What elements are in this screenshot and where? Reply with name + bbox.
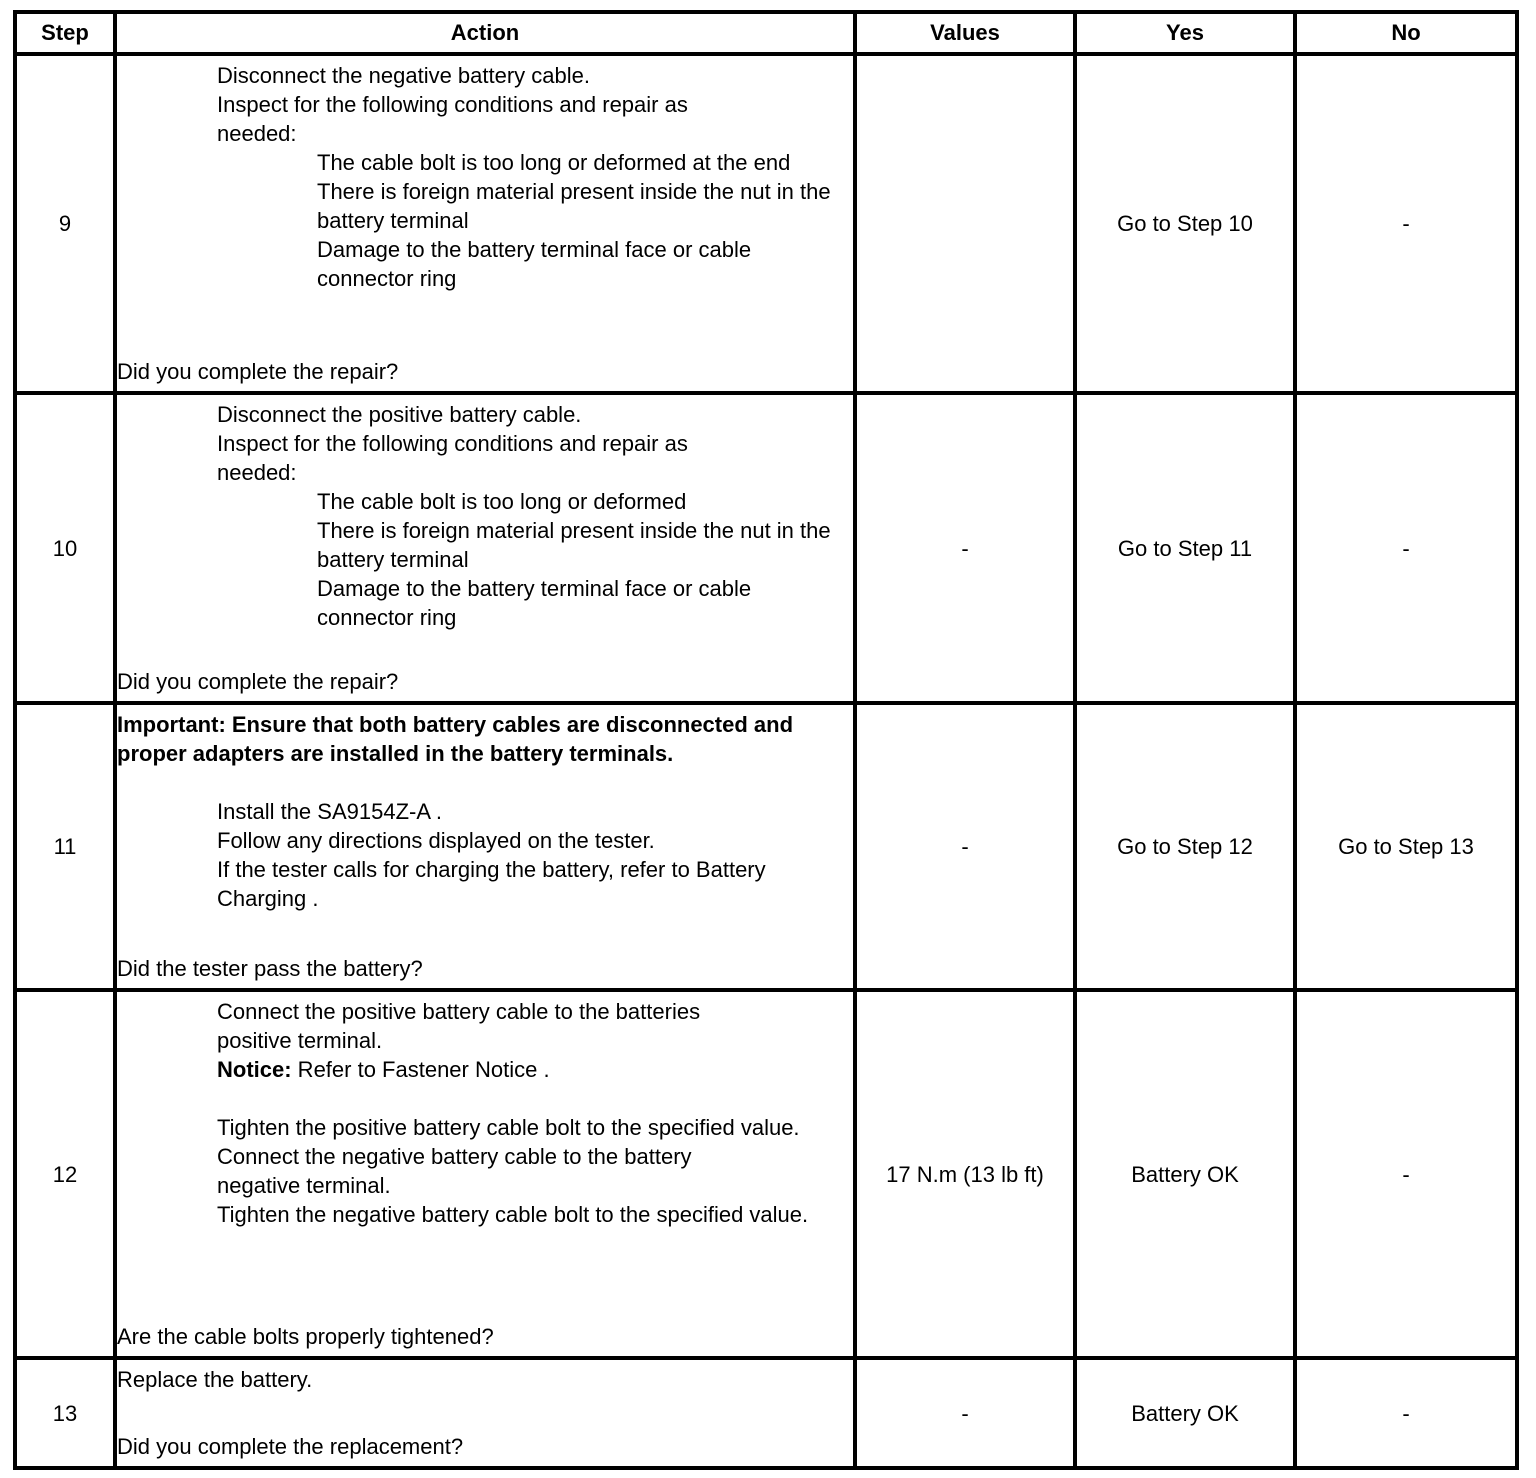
step-number: 11: [15, 703, 115, 990]
action-line: If the tester calls for charging the battery, refer to Battery Charging .: [217, 857, 766, 911]
action-line: Connect the positive battery cable to the batteries positive terminal.: [217, 999, 701, 1053]
diagnostic-procedure-table: [13, 10, 1519, 1470]
condition-line: Damage to the battery terminal face or cable connector ring: [317, 237, 752, 291]
condition-line: The cable bolt is too long or deformed at the end: [317, 150, 791, 175]
notice-line: [117, 1055, 853, 1084]
yes-cell: Go to Step 11: [1075, 393, 1295, 703]
step-number: 9: [15, 54, 115, 393]
action-question: Did you complete the repair?: [117, 669, 399, 694]
condition-line: Damage to the battery terminal face or cable connector ring: [317, 576, 752, 630]
action-question: Did you complete the replacement?: [117, 1434, 464, 1459]
action-cell: [115, 1358, 855, 1468]
action-line: Replace the battery.: [117, 1367, 313, 1392]
no-cell: -: [1295, 990, 1517, 1358]
table-row: [15, 393, 1517, 703]
no-cell: Go to Step 13: [1295, 703, 1517, 990]
action-line: Inspect for the following conditions and repair as needed:: [217, 431, 688, 485]
yes-cell: Go to Step 12: [1075, 703, 1295, 990]
yes-cell: Battery OK: [1075, 1358, 1295, 1468]
action-line: Follow any directions displayed on the tester.: [217, 828, 655, 853]
notice-label: Notice:: [217, 1057, 292, 1082]
no-cell: -: [1295, 1358, 1517, 1468]
values-cell: [855, 54, 1075, 393]
table-row: [15, 703, 1517, 990]
header-action: Action: [115, 12, 855, 54]
action-line: Inspect for the following conditions and repair as needed:: [217, 92, 688, 146]
important-note: Important: Ensure that both battery cables are disconnected and proper adapters are installed in the battery terminals.: [117, 712, 794, 766]
table-row: [15, 54, 1517, 393]
table-row: [15, 1358, 1517, 1468]
step-number: 13: [15, 1358, 115, 1468]
header-step: Step: [15, 12, 115, 54]
step-number: 10: [15, 393, 115, 703]
header-no: No: [1295, 12, 1517, 54]
step-number: 12: [15, 990, 115, 1358]
header-yes: Yes: [1075, 12, 1295, 54]
header-values: Values: [855, 12, 1075, 54]
action-question: Did the tester pass the battery?: [117, 956, 423, 981]
notice-text: Refer to Fastener Notice .: [291, 1057, 550, 1082]
spacer: [117, 1084, 853, 1113]
action-line: Tighten the positive battery cable bolt to the specified value.: [217, 1115, 800, 1140]
action-cell: [115, 990, 855, 1358]
action-line: Tighten the negative battery cable bolt to the specified value.: [217, 1202, 809, 1227]
table-row: [15, 990, 1517, 1358]
values-cell: -: [855, 703, 1075, 990]
spacer: [117, 768, 853, 797]
no-cell: -: [1295, 393, 1517, 703]
action-line: Install the SA9154Z-A .: [217, 799, 443, 824]
action-line: Connect the negative battery cable to the battery negative terminal.: [217, 1144, 692, 1198]
values-cell: -: [855, 393, 1075, 703]
condition-line: The cable bolt is too long or deformed: [317, 489, 687, 514]
action-cell: [115, 54, 855, 393]
action-cell: [115, 393, 855, 703]
action-line: Disconnect the positive battery cable.: [217, 402, 582, 427]
no-cell: -: [1295, 54, 1517, 393]
header-row: [15, 12, 1517, 54]
action-question: Did you complete the repair?: [117, 359, 399, 384]
condition-line: There is foreign material present inside the nut in the battery terminal: [317, 179, 831, 233]
condition-line: There is foreign material present inside the nut in the battery terminal: [317, 518, 831, 572]
values-cell: 17 N.m (13 lb ft): [855, 990, 1075, 1358]
action-question: Are the cable bolts properly tightened?: [117, 1324, 494, 1349]
yes-cell: Go to Step 10: [1075, 54, 1295, 393]
values-cell: -: [855, 1358, 1075, 1468]
yes-cell: Battery OK: [1075, 990, 1295, 1358]
action-cell: [115, 703, 855, 990]
action-line: Disconnect the negative battery cable.: [217, 63, 591, 88]
